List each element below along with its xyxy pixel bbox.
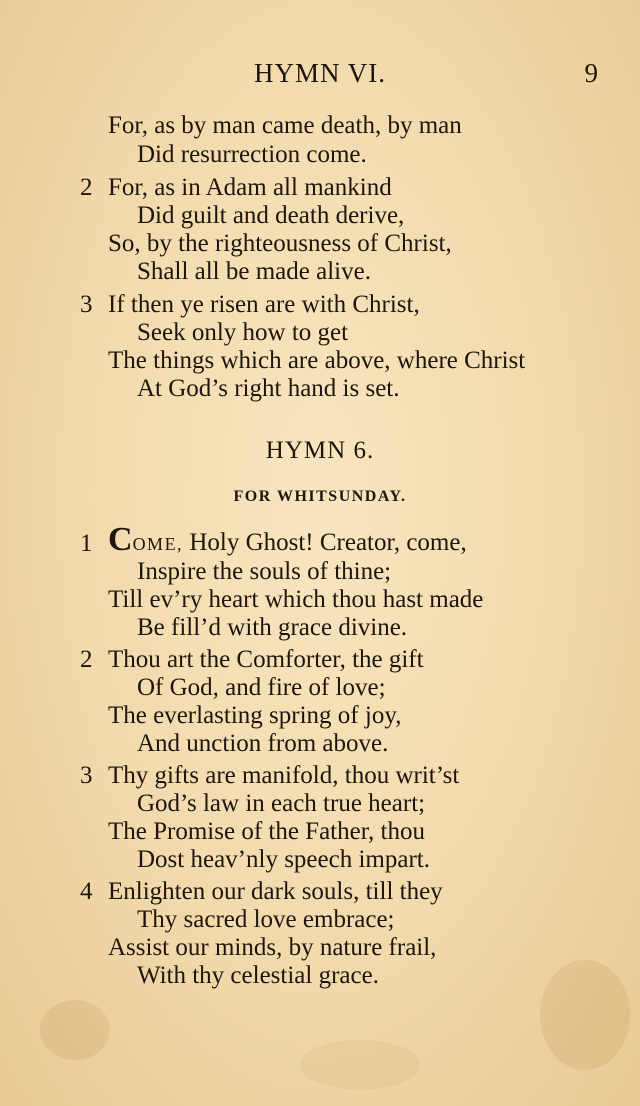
verse-number: 1 [80, 530, 93, 557]
small-caps: OME, [132, 534, 184, 554]
page-number: 9 [584, 58, 598, 88]
verse-line: The Promise of the Father, thou [108, 818, 425, 845]
verse-line: Seek only how to get [137, 319, 349, 346]
verse-number: 2 [80, 646, 93, 673]
drop-cap: C [108, 521, 133, 558]
verse-line: Be fill’d with grace divine. [137, 614, 408, 641]
verse-number: 3 [80, 762, 93, 789]
verse-line: The everlasting spring of joy, [108, 702, 402, 729]
verse-line-first [108, 521, 467, 559]
verse-line: Did resurrection come. [137, 141, 367, 168]
hymn-heading: HYMN 6. [265, 437, 375, 464]
verse-line: Thy gifts are manifold, thou writ’st [108, 762, 460, 789]
first-line-rest: Holy Ghost! Creator, come, [183, 529, 467, 556]
verse-line: Till ev’ry heart which thou hast made [108, 586, 484, 613]
verse-line: For, as by man came death, by man [108, 112, 462, 139]
verse-number: 4 [80, 878, 93, 905]
verse-line: God’s law in each true heart; [137, 790, 426, 817]
hymn-occasion: FOR WHITSUNDAY. [233, 488, 407, 505]
verse-line: Did guilt and death derive, [137, 202, 405, 229]
verse-line: Enlighten our dark souls, till they [108, 878, 443, 905]
verse-line: For, as in Adam all mankind [108, 174, 392, 201]
verse-line: If then ye risen are with Christ, [108, 291, 420, 318]
verse-line: And unction from above. [137, 730, 389, 757]
verse-line: With thy celestial grace. [137, 962, 379, 989]
verse-line: Thy sacred love embrace; [137, 906, 395, 933]
verse-line: Assist our minds, by nature frail, [108, 934, 437, 961]
verse-line: Of God, and fire of love; [137, 674, 386, 701]
verse-line: Inspire the souls of thine; [137, 558, 392, 585]
verse-line: So, by the righteousness of Christ, [108, 230, 452, 257]
verse-line: The things which are above, where Christ [108, 347, 526, 374]
verse-number: 2 [80, 174, 93, 201]
verse-line: Dost heav’nly speech impart. [137, 846, 430, 873]
verse-number: 3 [80, 291, 93, 318]
verse-line: Shall all be made alive. [137, 258, 371, 285]
verse-line: At God’s right hand is set. [137, 375, 400, 402]
running-head-title: HYMN VI. [253, 58, 386, 88]
running-head [0, 58, 640, 98]
verse-line: Thou art the Comforter, the gift [108, 646, 424, 673]
